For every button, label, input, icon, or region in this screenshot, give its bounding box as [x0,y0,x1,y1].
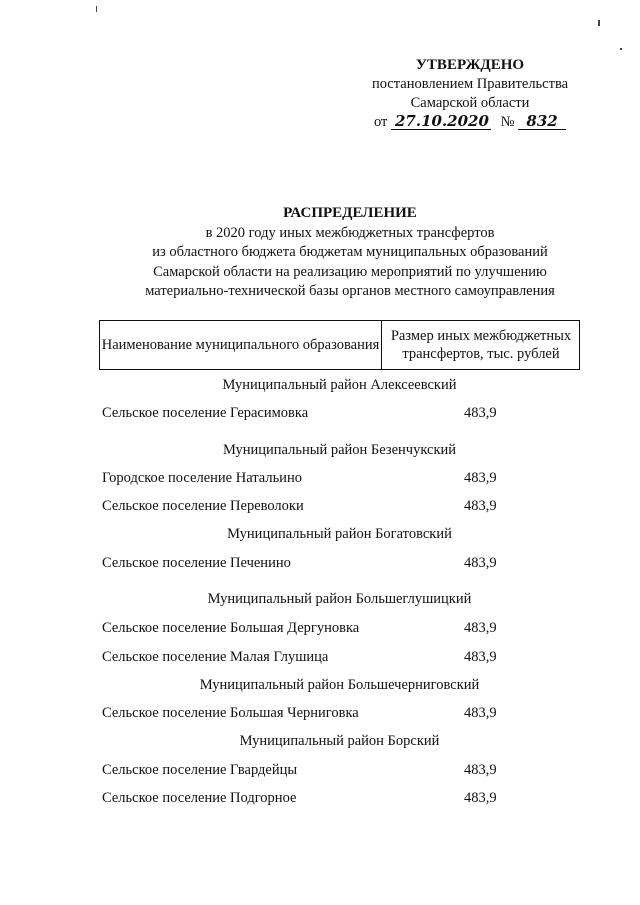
heading-line: Самарской области на реализацию мероприятий по улучшению [153,263,547,280]
settlement-amount: 483,9 [464,498,497,514]
settlement-amount: 483,9 [464,762,497,778]
approved-label: УТВЕРЖДЕНО [415,57,525,73]
settlement-amount: 483,9 [464,649,497,665]
settlement-amount: 483,9 [464,405,497,421]
column-header-name: Наименование муниципального образования [100,321,382,369]
table-header [99,320,580,370]
district-heading: Муниципальный район Большечерниговский [199,677,480,693]
approval-date-line [360,113,580,132]
approval-date: 27.10.2020 [391,114,491,130]
settlement-amount: 483,9 [464,620,497,636]
approval-block [360,56,580,132]
district-heading: Муниципальный район Алексеевский [222,377,457,393]
approved-region-label: Самарской области [410,95,530,111]
settlement-name: Сельское поселение Подгорное [102,790,297,806]
settlement-amount: 483,9 [464,555,497,571]
scan-speck [620,48,622,50]
settlement-name: Сельское поселение Большая Черниговка [102,705,359,721]
column-header-amount: Размер иных межбюджетных трансфертов, тыс. рублей [390,328,572,362]
settlement-amount: 483,9 [464,790,497,806]
settlement-name: Сельское поселение Большая Дергуновка [102,620,360,636]
scan-speck [598,20,600,26]
number-label: № [500,114,515,130]
approval-number: 832 [518,114,566,130]
from-label: от [373,114,388,130]
settlement-name: Сельское поселение Гвардейцы [102,762,298,778]
district-heading: Муниципальный район Богатовский [227,526,452,542]
settlement-name: Сельское поселение Печенино [102,555,291,571]
heading-line: материально-технической базы органов местного самоуправления [145,283,555,299]
settlement-name: Сельское поселение Малая Глушица [102,649,329,665]
settlement-name: Сельское поселение Герасимовка [102,405,309,421]
scan-speck [96,6,97,12]
district-heading: Муниципальный район Большеглушицкий [207,591,472,607]
document-heading [60,204,640,302]
settlement-name: Городское поселение Натальино [102,470,302,486]
settlement-amount: 483,9 [464,705,497,721]
document-title: РАСПРЕДЕЛЕНИЕ [283,205,417,221]
district-heading: Муниципальный район Безенчукский [222,442,457,458]
district-heading: Муниципальный район Борский [239,733,440,749]
heading-line: из областного бюджета бюджетам муниципальных образований [152,244,548,260]
heading-line: в 2020 году иных межбюджетных трансфертов [205,224,495,241]
approved-by-label: постановлением Правительства [371,76,569,92]
settlement-amount: 483,9 [464,470,497,486]
settlement-name: Сельское поселение Переволоки [102,498,304,514]
